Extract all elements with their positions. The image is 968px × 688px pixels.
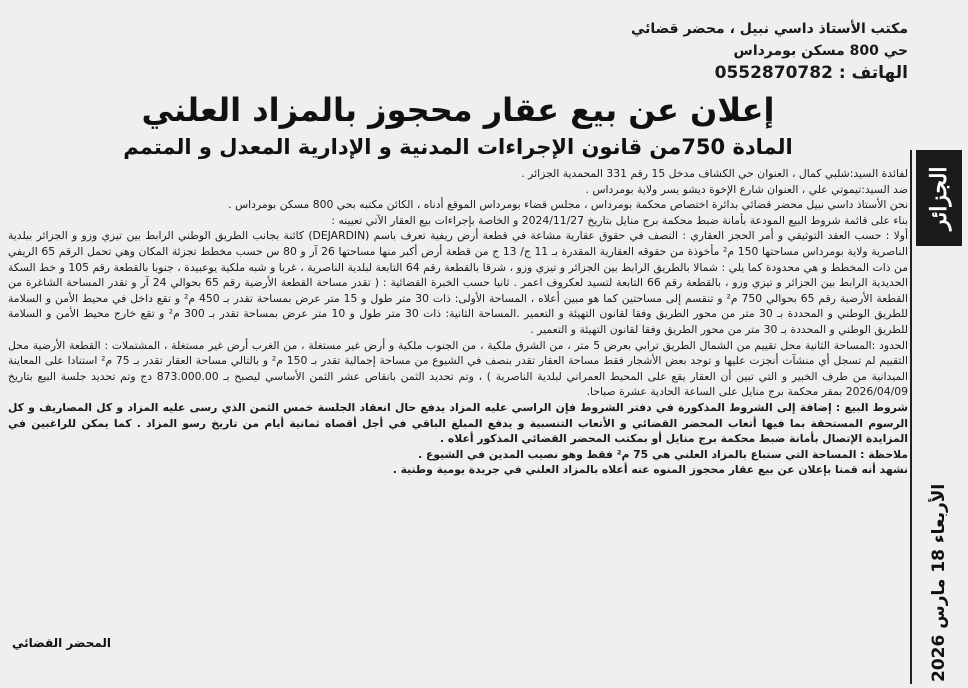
note-paragraph: ملاحظة : المساحة التي ستباع بالمزاد العلني هي 75 م² فقط وهو نصيب المدين في الشيوع . <box>418 447 908 461</box>
notice-subtitle: المادة 750من قانون الإجراءات المدنية و الإدارية المعدل و المتمم <box>123 135 793 159</box>
sale-conditions-paragraph: شروط البيع : إضافة إلى الشروط المذكورة في دفتر الشروط فإن الراسي عليه المزاد يدفع حال انعقاد الجلسة خمس الثمن الذي رسى عليه المزاد و كل المصاريف و كل الرسوم المستحقة بما فيها أتعاب المحضر القضائي و الأتعاب التنسبية و يدفع المبلغ الباقي في أجل أقصاه ثمانية أيام من تاريخ رسو المزاد . كما يمكن للراغبين في المزايدة الإتصال بأمانة ضبط محكمة برج منايل أو بمكتب المحضر القضائي المذكور أعلاه . <box>8 400 908 446</box>
notice-title: إعلان عن بيع عقار محجوز بالمزاد العلني <box>141 91 775 129</box>
office-phone-line <box>8 62 908 84</box>
notice-body <box>8 166 908 478</box>
bailiff-paragraph: نحن الأستاذ داسي نبيل محضر قضائي بدائرة اختصاص محكمة بومرداس ، مجلس قضاء بومرداس الموقع أدناه ، الكائن مكتبه بحي 800 مسكن بومرداس . <box>228 198 908 212</box>
conditions-filing-paragraph: بناء على قائمة شروط البيع المودعة بأمانة ضبط محكمة برج منايل بتاريخ 2024/11/27 و الخاصة بإجراءات بيع العقار الآتي تعيينه : <box>331 213 908 227</box>
certification-paragraph: نشهد أنه قمنا بإعلان عن بيع عقار محجوز المنوه عنه أعلاه بالمزاد العلني في جريدة يومية وطنية . <box>392 463 908 477</box>
office-name: مكتب الأستاذ داسي نبيل ، محضر قضائي <box>630 21 908 37</box>
legal-notice <box>8 18 908 684</box>
signature-label: المحضر القضائي <box>12 636 112 650</box>
newspaper-logo: الجزائر <box>916 150 962 246</box>
creditor-paragraph: لفائدة السيد:شلبي كمال ، العنوان حي الكشاف مدخل 15 رقم 331 المحمدية الجزائر . <box>521 167 908 180</box>
debtor-paragraph: ضد السيد:تيموتي علي ، العنوان شارع الإخوة ديشو يسر ولاية بومرداس . <box>585 182 908 196</box>
property-description-paragraph: أولا : حسب العقد التوثيقي و أمر الحجز العقاري : النصف في حقوق عقارية مشاعة في قطعة أرض ريفية تعرف باسم (DEJARDIN) كائنة بجانب الطريق الوطني الرابط بين تيزي وزو و الجزائر ببلدية الناصرية ولاية بومرداس مساحتها 150 م² مأخوذة من حقوقه العقارية المقدرة بـ 11 ج/ 13 ج من قطعة أرض أكبر منها مساحتها 26 آر و 80 س حسب مخطط تجزئة المكان وهي تحمل الرقم 65 الريفي من ذات المخطط و هي محدودة كما يلي : شمالا بالطريق الرابط بين الجزائر و تيزي وزو ، شرقا بالقطعة رقم 64 التابعة لبلدية الناصرية ، غربا و شبه ملكية يوعبيدة ، جنوبا بالقطعة رقم 105 و خط السكة الحديدية الرابط بين الجزائر و تيزي وزو ، بالقطعة رقم 66 التابعة لتسيد لعكروف اعمر . ثانيا حسب الخبرة القضائية : ( تقدر مساحة القطعة الأرضية رقم 65 بحوالي 24 آر و تقدر المساحة الشاغرة من القطعة الأرضية رقم 65 بحوالي 750 م² و تنقسم إلى مساحتين كما هو مبين أعلاه ، المساحة الأولى: ذات 30 متر طول و 15 متر عرض بمساحة تقدر بـ 450 م² و تقع داخل في محيط الأمن و السلامة للطريق الوطني و المحددة بـ 30 متر من محور الطريق وفقا لقانون التهيئة و التعمير .المساحة الثانية: ذات 30 متر طول و 10 متر عرض بمساحة تقدر بـ 300 م² و تقع خارج محيط الأمن و السلامة للطريق الوطني و المحددة بـ 30 متر من محور الطريق وفقا لقانون التهيئة و التعمير . <box>8 229 908 336</box>
office-address: حي 800 مسكن بومرداس <box>733 43 908 59</box>
boundaries-paragraph: الحدود :المساحة الثانية محل تقييم من الشمال الطريق ترابي بعرض 5 متر ، من الشرق ملكية ، من الجنوب ملكية و أرض غير مستغلة ، من الغرب أرض غير مستغلة ، المشتملات : القطعة الأرضية محل التقييم لم تسجل أي منشآت أنجزت عليها و توجد بعض الأشجار فقط مساحة العقار تقدر بنصف في الشيوع من مساحة إجمالية تقدر بـ 150 م² و بالتالي مساحة العقار تقدر بـ 75 م² استنادا على المعاينة الميدانية من طرف الخبير و التي تبين أن العقار يقع على المحيط العمراني لبلدية الناصرية ) ، وتم تحديد الثمن بانقاص عشر الثمن الأساسي ليصبح بـ 873.000.00 دج وتم تحديد جلسة البيع بتاريخ 2026/04/09 بمقر محكمة برج منايل على الساعة الحادية عشرة صباحا. <box>8 338 908 399</box>
phone-number: 0552870782 <box>714 63 833 83</box>
phone-label: الهاتف : <box>838 63 908 83</box>
issue-date: الأربعاء 18 مارس 2026 <box>929 483 949 682</box>
newspaper-side-strip <box>910 150 966 684</box>
